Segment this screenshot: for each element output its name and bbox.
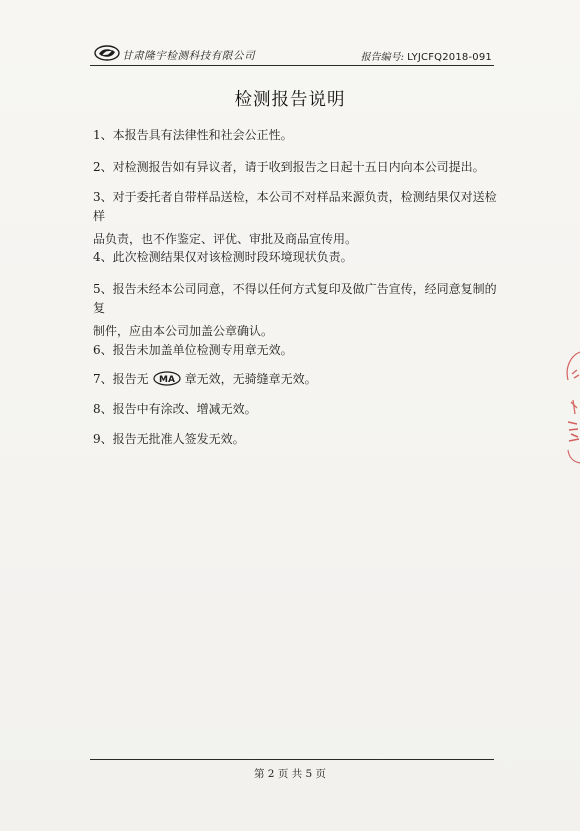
report-number <box>361 48 492 63</box>
report-number-value: LYJCFQ2018-091 <box>407 52 492 63</box>
company-logo-icon <box>94 45 120 61</box>
list-item-line: 5、报告未经本公司同意，不得以任何方式复印及做广告宣传，经同意复制的复 <box>93 282 497 315</box>
list-item: 9、报告无批准人签发无效。 <box>93 432 245 446</box>
list-item: 1、本报告具有法律性和社会公正性。 <box>93 128 293 142</box>
report-number-label: 报告编号: <box>360 52 404 63</box>
company-name: 甘肃隆宇检测科技有限公司 <box>122 50 256 62</box>
list-item-text: 7、报告无 <box>93 372 149 386</box>
page-header <box>94 44 496 66</box>
list-item: 8、报告中有涂改、增减无效。 <box>93 402 257 416</box>
cma-mark-label: MA <box>158 375 175 385</box>
list-item: 6、报告未加盖单位检测专用章无效。 <box>93 343 293 357</box>
list-item-text: 章无效，无骑缝章无效。 <box>184 372 317 386</box>
red-seal-stamp-fragment <box>562 350 580 465</box>
list-item: 2、对检测报告如有异议者，请于收到报告之日起十五日内向本公司提出。 <box>93 160 485 174</box>
list-item-line: 品负责，也不作鉴定、评优、审批及商品宣传用。 <box>93 232 358 246</box>
list-item-line: 制件，应由本公司加盖公章确认。 <box>93 324 274 338</box>
page-title: 检测报告说明 <box>234 90 346 110</box>
list-item <box>93 188 498 249</box>
cma-mark-icon <box>153 371 181 386</box>
footer-divider <box>90 759 494 760</box>
list-item-line: 3、对于委托者自带样品送检，本公司不对样品来源负责，检测结果仅对送检样 <box>93 190 497 223</box>
list-item: 4、此次检测结果仅对该检测时段环境现状负责。 <box>93 250 353 264</box>
page-number: 第 2 页 共 5 页 <box>253 768 327 780</box>
list-item <box>93 370 317 389</box>
header-divider <box>90 65 494 66</box>
list-item <box>93 280 498 341</box>
